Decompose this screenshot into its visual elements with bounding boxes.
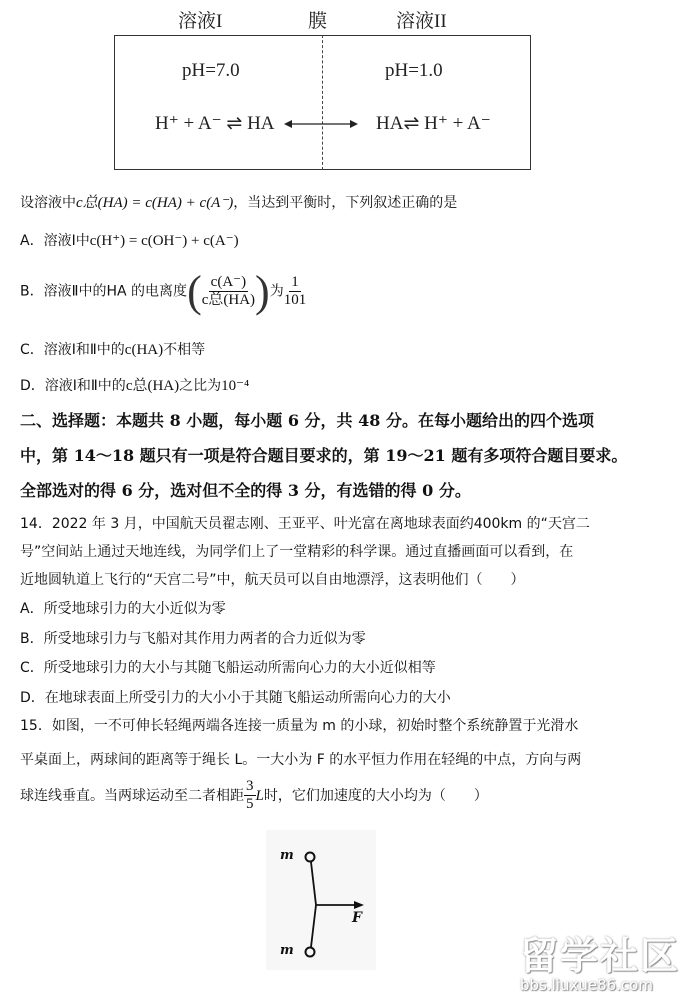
label-solution-2: 溶液II (396, 11, 447, 32)
watermark-title: 留学社区 (520, 934, 681, 978)
q14-line-1: 14．2022 年 3 月，中国航天员翟志刚、王亚平、叶光富在离地球表面约400km 的“天宫二 (20, 516, 590, 532)
value-fraction (284, 274, 307, 310)
stem-text-end: ，当达到平衡时，下列叙述正确的是 (233, 195, 458, 211)
mass-label-top: m (280, 848, 294, 863)
mass-label-bottom: m (280, 943, 294, 958)
label-solution-1: 溶液I (178, 11, 223, 32)
stem-text: 设溶液中 (20, 195, 76, 211)
length-symbol: L (255, 787, 264, 804)
option-formula: c(HA) (124, 342, 164, 358)
fraction-numerator: 1 (289, 274, 301, 292)
option-text: 不相等 (163, 342, 206, 358)
q13-option-b: B．溶液Ⅱ中的HA 的电离度( $\frac{c(A^-)}{\text{c总(HA)}}$ )为 $\frac{1}{101}$ (20, 267, 307, 316)
option-formula: c总(HA) (125, 378, 180, 394)
option-text: 之比为 (179, 378, 222, 394)
line-text-end: 时，它们加速度的大小均为（ ） (263, 787, 488, 804)
q14-line-2: 号”空间站上通过天地连线，为同学们上了一堂精彩的科学课。通过直播画面可以看到，在 (20, 544, 574, 560)
section-heading-line-2: 中，第 14～18 题只有一项是符合题目要求的，第 19～21 题有多项符合题目要求。 (20, 446, 628, 465)
option-label: C．溶液Ⅰ和Ⅱ中的 (20, 342, 125, 358)
fraction-numerator: 3 (244, 778, 256, 796)
q13-stem (20, 191, 457, 212)
double-arrow-icon (284, 118, 358, 130)
ionization-fraction (202, 274, 255, 310)
q14-option-b: B．所受地球引力与飞船对其作用力两者的合力近似为零 (20, 631, 366, 647)
stem-formula: c总(HA) = c(HA) + c(A⁻) (76, 195, 234, 211)
q13-option-a (20, 230, 239, 250)
line-text: 球连线垂直。当两球运动至二者相距 (20, 787, 244, 804)
ph-left: pH=7.0 (182, 60, 240, 81)
force-label: F (352, 910, 362, 926)
q13-option-c (20, 339, 205, 359)
option-text: 为 (269, 283, 284, 300)
fraction-denominator: 5 (246, 796, 254, 813)
equation-right: HA⇌ H⁺ + A⁻ (376, 113, 491, 134)
q15-line-1: 15．如图，一不可伸长轻绳两端各连接一质量为 m 的小球，初始时整个系统静置于光滑水 (20, 718, 579, 734)
option-label: A．溶液Ⅰ中 (20, 233, 90, 249)
watermark-url: bbs.liuxue86.com (520, 976, 653, 994)
fraction-numerator: c(A⁻) (209, 274, 248, 292)
q14-option-d: D．在地球表面上所受引力的大小小于其随飞船运动所需向心力的大小 (20, 690, 451, 706)
label-membrane: 膜 (308, 11, 328, 32)
distance-fraction (244, 778, 256, 814)
section-heading-line-3: 全部选对的得 6 分，选对但不全的得 3 分，有选错的得 0 分。 (20, 481, 471, 500)
option-value: 10⁻⁴ (221, 378, 250, 394)
option-formula: c(H⁺) = c(OH⁻) + c(A⁻) (89, 233, 239, 249)
q15-line-2: 平桌面上，两球间的距离等于绳长 L。一大小为 F 的水平恒力作用在轻绳的中点，方向与两 (20, 752, 582, 768)
option-label: D．溶液Ⅰ和Ⅱ中的 (20, 378, 126, 394)
equation-left: H⁺ + A⁻ ⇌ HA (155, 113, 275, 134)
watermark-logo (520, 925, 680, 994)
fraction-denominator: 101 (283, 292, 307, 308)
q13-option-d (20, 374, 249, 395)
rope-balls-figure (266, 830, 376, 970)
section-heading-line-1: 二、选择题：本题共 8 小题，每小题 6 分，共 48 分。在每小题给出的四个选项 (20, 411, 594, 430)
ph-right: pH=1.0 (385, 60, 443, 81)
q14-line-3: 近地圆轨道上飞行的“天宫二号”中，航天员可以自由地漂浮，这表明他们（ ） (20, 572, 525, 588)
q14-option-c: C．所受地球引力的大小与其随飞船运动所需向心力的大小近似相等 (20, 660, 436, 676)
fraction-denominator: c总(HA) (201, 292, 256, 308)
q14-option-a: A．所受地球引力的大小近似为零 (20, 601, 226, 617)
membrane-line (322, 35, 323, 170)
option-label: B．溶液Ⅱ中的HA 的电离度 (20, 283, 188, 300)
q15-line-3 (20, 778, 488, 814)
